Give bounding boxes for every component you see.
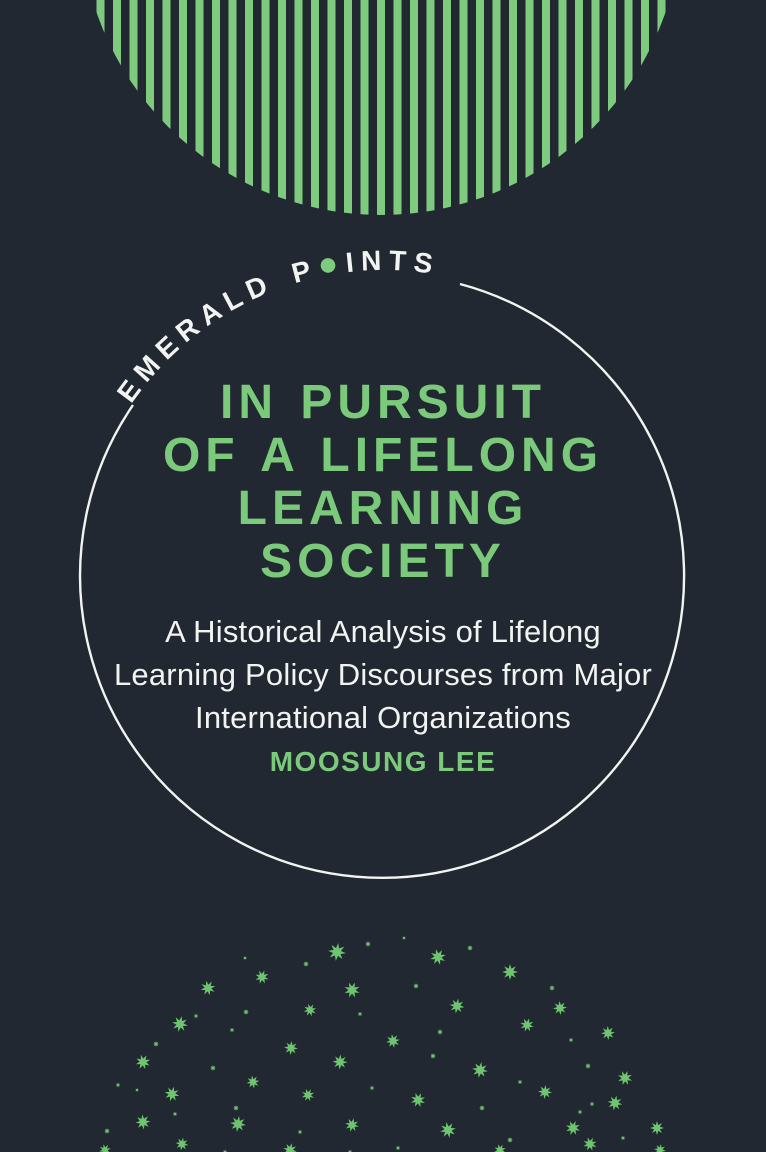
star-icon xyxy=(163,1085,181,1103)
star-icon xyxy=(281,1141,298,1152)
star-icon xyxy=(549,985,555,991)
author-name: MOOSUNG LEE xyxy=(269,746,497,777)
star-icon xyxy=(535,1082,555,1102)
star-icon xyxy=(365,941,371,947)
book-title xyxy=(0,376,766,588)
star-icon xyxy=(621,1136,626,1141)
star-icon xyxy=(647,1118,667,1138)
star-icon xyxy=(173,1135,191,1152)
star-icon xyxy=(585,1063,591,1069)
star-icon xyxy=(550,998,570,1018)
star-icon xyxy=(467,945,473,951)
star-icon xyxy=(518,1080,523,1085)
star-icon xyxy=(502,964,518,980)
star-icon xyxy=(253,968,271,986)
star-icon xyxy=(303,961,309,967)
star-icon xyxy=(385,1033,401,1049)
star-icon xyxy=(173,1112,178,1117)
star-icon xyxy=(427,946,449,968)
subtitle-line: Learning Policy Discourses from Major xyxy=(113,657,653,692)
book-subtitle xyxy=(0,610,766,739)
star-icon xyxy=(408,1090,428,1110)
star-icon xyxy=(298,1130,303,1135)
subtitle-line: A Historical Analysis of Lifelong xyxy=(165,614,601,649)
star-icon xyxy=(471,1061,490,1080)
star-icon xyxy=(370,1086,375,1091)
subtitle-line: International Organizations xyxy=(195,700,571,735)
point-icon: ● xyxy=(314,242,349,285)
title-line: LEARNING xyxy=(237,482,529,535)
star-icon xyxy=(653,1143,667,1152)
star-icon xyxy=(598,1023,618,1043)
star-icon xyxy=(104,1128,110,1134)
star-icon xyxy=(437,1119,459,1141)
star-icon xyxy=(492,1142,507,1152)
title-line: OF A LIFELONG xyxy=(162,429,604,482)
star-icon xyxy=(358,1012,363,1017)
star-icon xyxy=(578,1110,583,1115)
star-icon xyxy=(507,1137,513,1143)
star-icon xyxy=(569,1038,574,1043)
star-icon xyxy=(563,1118,582,1137)
star-icon xyxy=(447,996,468,1017)
star-icon xyxy=(230,1028,235,1033)
star-icon xyxy=(301,1001,319,1019)
star-icon xyxy=(342,980,363,1001)
star-icon xyxy=(135,1088,139,1092)
star-icon xyxy=(590,1102,595,1107)
star-icon xyxy=(581,1135,600,1152)
star-icon xyxy=(243,1009,249,1015)
star-icon xyxy=(283,1040,298,1055)
star-icon xyxy=(194,1014,199,1019)
star-icon xyxy=(430,1053,436,1059)
star-icon xyxy=(133,1052,153,1072)
star-icon xyxy=(342,1115,361,1134)
star-icon xyxy=(518,1016,536,1034)
title-line: IN PURSUIT xyxy=(219,376,546,429)
star-icon xyxy=(479,1105,485,1111)
title-line: SOCIETY xyxy=(260,535,506,588)
star-icon xyxy=(229,1115,247,1133)
star-icon xyxy=(199,979,217,997)
star-icon xyxy=(243,956,247,960)
series-title-part: INTS xyxy=(344,244,442,281)
star-icon xyxy=(244,1073,262,1091)
star-icon xyxy=(606,1094,624,1112)
star-icon xyxy=(132,1111,153,1132)
star-icon xyxy=(300,1087,317,1104)
star-icon xyxy=(116,1083,121,1088)
star-field xyxy=(97,936,667,1152)
series-title-part: EMERALD P xyxy=(110,252,322,408)
star-icon xyxy=(153,1041,159,1047)
star-icon xyxy=(210,1065,216,1071)
star-icon xyxy=(327,942,347,962)
star-icon xyxy=(402,936,406,940)
star-icon xyxy=(396,1146,401,1151)
star-icon xyxy=(233,1105,239,1111)
star-icon xyxy=(437,1029,443,1035)
star-icon xyxy=(329,1051,350,1072)
star-icon xyxy=(97,1142,113,1152)
star-icon xyxy=(615,1068,635,1088)
star-icon xyxy=(413,983,419,989)
star-icon xyxy=(171,1015,190,1034)
